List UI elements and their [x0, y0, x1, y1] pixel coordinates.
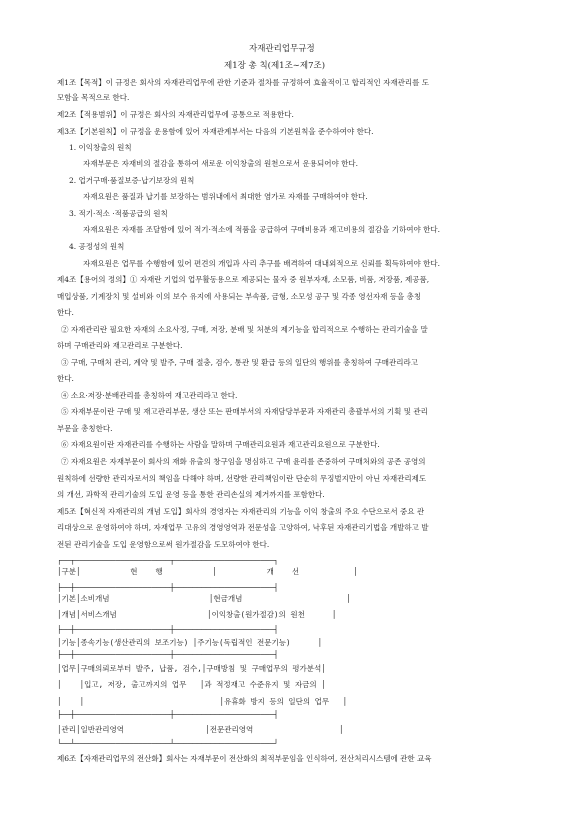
- table-row: ├──┼─────────────────────┼──────────────────────┤: [57, 650, 279, 659]
- article-4-item-7-line-1: ⑦ 자재요원은 자재부문이 회사의 재화 유출의 창구임을 명심하고 구매 윤리를 존중하여 구매처와의 공존 공영의: [61, 457, 426, 466]
- article-4-item-7-line-3: 의 개선, 과학적 관리기술의 도입 운영 등을 통한 관리손실의 제거까지를 포함한다.: [57, 490, 325, 499]
- article-5-line-2: 리대상으로 운영하여야 하며, 자재업무 고유의 경영영역과 전문성을 고양하여, 낙후된 자재관리기법을 개발하고 발: [57, 523, 429, 532]
- table-row: ├──┼─────────────────────┼──────────────────────┤: [57, 625, 279, 634]
- article-5-line-3: 전된 관리기술을 도입 운영함으로써 원가절감을 도모하여야 한다.: [57, 540, 270, 549]
- table-row: │ │ │유휴화 방지 등의 일단의 업무 │: [57, 697, 348, 706]
- article-2: 제2조【적용범위】이 규정은 회사의 자재관리업무에 공통으로 적용한다.: [57, 110, 294, 119]
- principle-1-heading: 1. 이익창출의 원칙: [69, 143, 132, 152]
- principle-4-text: 자재요원은 업무를 수행함에 있어 편견의 개입과 사리 추구를 배격하여 대내외적으로 신뢰를 획득하여야 한다.: [83, 259, 441, 268]
- principle-1-text: 자재부문은 자재비의 절감을 통하여 새로운 이익창출의 원천으로서 운용되어야 한다.: [83, 159, 359, 168]
- article-4-item-6: ⑥ 자재요원이란 자재관리를 수행하는 사람을 말하며 구매관리요원과 재고관리요원으로 구분한다.: [61, 440, 380, 449]
- table-row: ┌──┬─────────────────────┬──────────────────────┐: [57, 556, 279, 565]
- article-3: 제3조【기본원칙】이 규정을 운용함에 있어 자재관계부서는 다음의 기본원칙을 준수하여야 한다.: [57, 127, 374, 136]
- article-4-item-3-line-1: ③ 구매, 구매처 관리, 계약 및 발주, 구매 절충, 검수, 통관 및 환급 등의 일단의 행위를 총칭하여 구매관리라고: [61, 358, 418, 367]
- article-4-line-1: 제4조【용어의 정의】① 자재란 기업의 업무활동용으로 제공되는 물자 중 원부자재, 소모품, 비품, 저장품, 제공품,: [57, 275, 430, 284]
- table-row: │ │입고, 저장, 출고까지의 업무 │과 적정재고 수준유지 및 자금의 │: [57, 680, 326, 689]
- table-row: └──┴─────────────────────┴──────────────────────┘: [57, 739, 279, 748]
- article-1-line-1: 제1조【목적】이 규정은 회사의 자재관리업무에 관한 기준과 절차를 규정하여 효율적이고 합리적인 자재관리를 도: [57, 78, 430, 87]
- article-4-item-2-line-1: ② 자재관리란 필요한 자재의 소요사정, 구매, 저장, 분배 및 처분의 제기능을 합리적으로 수행하는 관리기술을 말: [61, 325, 428, 334]
- article-4-line-2: 매입상품, 기계장치 및 설비와 이의 보수 유지에 사용되는 부속품, 금형, 소모성 공구 및 각종 영선자재 등을 총칭: [57, 292, 422, 301]
- principle-2-text: 자재요원은 품질과 납기를 보장하는 범위내에서 최대한 염가로 자재를 구매하여야 한다.: [83, 192, 368, 201]
- article-5-line-1: 제5조【혁신적 자재관리의 개념 도입】회사의 경영자는 자재관리의 기능을 이익 창출의 주요 수단으로서 중요 관: [57, 507, 425, 516]
- principle-2-heading: 2. 업거구매·품질보증·납기보장의 원칙: [69, 176, 195, 185]
- article-6-line-1: 제6조【자재관리업무의 전산화】회사는 자재부문이 전산화의 최적부문임을 인식하여, 전산처리시스템에 관한 교육: [57, 754, 432, 763]
- article-4-item-7-line-2: 원칙하에 선량한 관리자로서의 책임을 다해야 하며, 선량한 관리책임이란 단순히 무징벌지만이 아닌 자재관리제도: [57, 474, 427, 483]
- table-row: │관리│일반관리영역 │전문관리영역 │: [57, 725, 344, 734]
- principle-3-text: 자재요원은 자재를 조달함에 있어 적기·적소에 적품을 공급하여 구매비용과 재고비용의 절감을 기하여야 한다.: [83, 225, 441, 234]
- article-4-item-3-line-2: 한다.: [57, 374, 74, 383]
- principle-4-heading: 4. 공정성의 원칙: [69, 242, 125, 251]
- article-1-line-2: 모함을 목적으로 한다.: [57, 93, 130, 102]
- article-4-line-3: 한다.: [57, 308, 74, 317]
- article-4-item-5-line-2: 부문을 총칭한다.: [57, 424, 113, 433]
- article-4-item-4: ④ 소요·저장·분배관리를 총칭하여 재고관리라고 한다.: [61, 391, 238, 400]
- table-row: │업무│구매의뢰로부터 발주, 납품, 검수,│구매방침 및 구매업무의 평가분석│: [57, 664, 326, 673]
- table-header-row: │구분│ 현 행 │ 개 선 │: [57, 567, 358, 576]
- table-row: ├──┼─────────────────────┼──────────────────────┤: [57, 710, 279, 719]
- document-title: 자재관리업무규정: [249, 44, 315, 54]
- article-4-item-5-line-1: ⑤ 자재부문이란 구매 및 재고관리부문, 생산 또는 판매부서의 자재담당부문과 자재관리 총괄부서의 기획 및 관리: [61, 407, 428, 416]
- article-4-item-2-line-2: 하며 구매관리와 재고관리로 구분한다.: [57, 341, 183, 350]
- table-row: ├──┼─────────────────────┼──────────────────────┤: [57, 583, 279, 592]
- principle-3-heading: 3. 적기·적소 ·적품공급의 원칙: [69, 209, 168, 218]
- table-row: │기능│종속기능(생산관리의 보조기능) │주기능(독립적인 전문기능) │: [57, 638, 323, 647]
- table-row: │기본│소비개념 │현금개념 │: [57, 594, 351, 603]
- chapter-heading: 제1장 총 칙(제1조∼제7조): [224, 61, 326, 71]
- table-row: │개념│서비스개념 │이익창출(원가절감)의 원천 │: [57, 610, 337, 619]
